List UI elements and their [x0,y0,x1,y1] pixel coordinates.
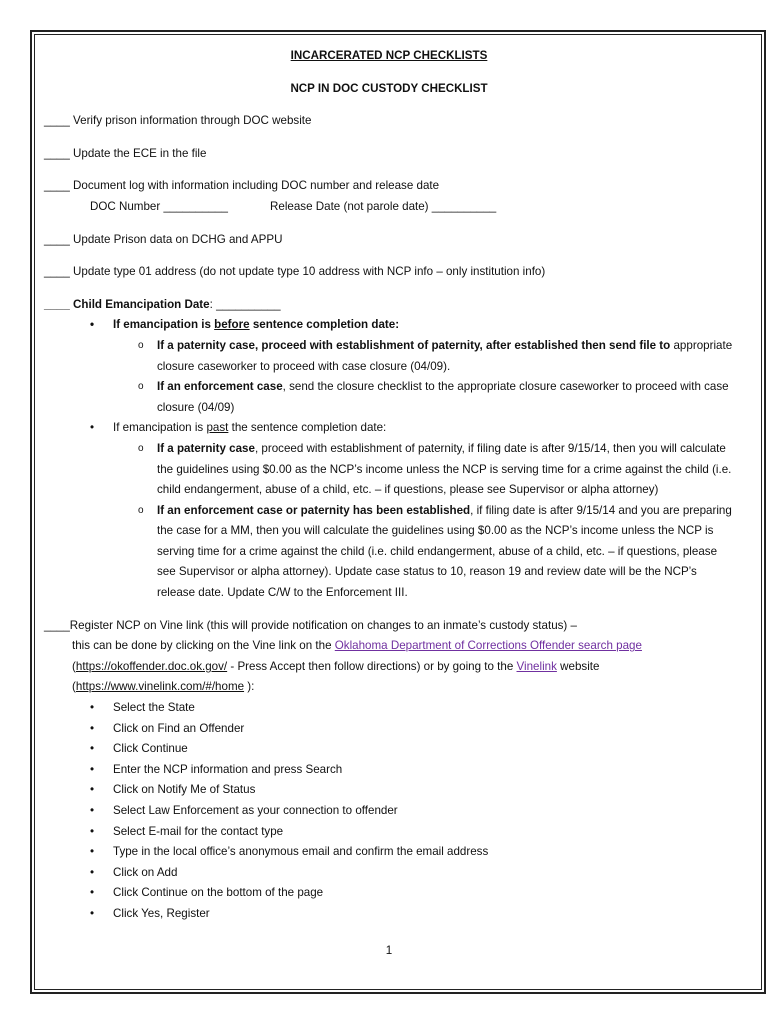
condition-text: sentence completion date: [249,318,400,332]
vine-step: • Click Yes, Register [44,904,734,925]
subitem-text: , if filing date is after 9/15/14 and you are preparing the case for a MM, then you will calculate the guidelines using $0.00 as the NCP’s income unless the NCP is serving time for a crime against the child (i.e. child endangerment, abuse of a child, etc. – if questions, please see Supervisor or alpha attorney). Update case status to 10, reason 19 and review date will be the NCP’s release date. Update C/W to the Enforcement III. [157,503,732,600]
emancipation-date-blank: __________ [216,297,281,311]
release-date-field: Release Date (not parole date) __________ [270,199,497,213]
doc-fields [44,197,734,218]
doc-number-field: DOC Number __________ [90,199,228,213]
item-text: Update type 01 address (do not update type 10 address with NCP info – only institution info) [73,265,546,279]
item-text: Document log with information including DOC number and release date [73,179,440,193]
condition-text: If emancipation is [113,421,207,435]
vine-steps-list [44,698,734,925]
condition-text: If emancipation is [113,318,215,332]
vinelink-url-link[interactable]: https://www.vinelink.com/#/home [75,680,245,694]
item-text: Update the ECE in the file [73,146,207,160]
blank-line: ____ [44,179,70,193]
checklist-item-prison-data [44,230,734,251]
vine-step: • Select the State [44,698,734,719]
past-enforcement [44,501,734,604]
checklist-item-doc-log [44,176,734,217]
condition-past [44,418,734,439]
vinelink-link[interactable]: Vinelink [516,659,557,673]
checklist-item-ece [44,144,734,165]
document-title: INCARCERATED NCP CHECKLISTS [290,49,488,62]
item-text: Update Prison data on DCHG and APPU [73,232,283,246]
page-number: 1 [385,944,393,957]
subitem-text: appropriate closure caseworker to proceed with case closure (04/09). [157,338,733,373]
checklist-item-emancipation [44,295,734,604]
blank-line: ____ [44,114,70,128]
past-paternity [44,439,734,501]
okoffender-url-link[interactable]: https://okoffender.doc.ok.gov/ [75,659,228,673]
document-page [44,44,734,957]
condition-keyword: before [214,318,250,332]
vine-text: Register NCP on Vine link (this will provide notification on changes to an inmate’s custody status) – [69,618,577,632]
odoc-offender-search-link[interactable]: Oklahoma Department of Corrections Offender search page [334,639,642,653]
vine-step: • Click on Find an Offender [44,719,734,740]
condition-before [44,315,734,336]
vine-text: this can be done by clicking on the Vine link on the [72,639,335,653]
vine-step: • Select Law Enforcement as your connection to offender [44,801,734,822]
condition-text: the sentence completion date: [228,421,387,435]
vine-text: - Press Accept then follow directions) or by going to the [227,659,517,673]
vine-step: • Select E-mail for the contact type [44,822,734,843]
subitem-text: , send the closure checklist to the appropriate closure caseworker to proceed with case closure (04/09) [157,380,729,414]
blank-line: ____ [44,618,70,632]
vine-step: • Enter the NCP information and press Search [44,760,734,781]
vine-text: website [556,659,600,673]
vine-step: • Click Continue [44,739,734,760]
before-enforcement [44,377,734,418]
subitem-bold: If an enforcement case or paternity has been established [157,503,471,517]
subitem-bold: If a paternity case, proceed with establishment of paternity, after established then send file to [157,338,671,352]
emancipation-conditions-past [44,418,734,439]
item-text: Verify prison information through DOC website [73,114,312,128]
vine-text: ): [244,680,255,694]
blank-line: ____ [44,146,70,160]
vine-text: ( [72,680,76,694]
subitem-bold: If an enforcement case [157,380,283,394]
vine-step: • Click on Notify Me of Status [44,780,734,801]
checklist-item-type01 [44,262,734,283]
past-subitems [44,439,734,604]
checklist-title: NCP IN DOC CUSTODY CHECKLIST [290,81,488,95]
before-paternity [44,336,734,377]
vine-line-4 [44,677,734,698]
checklist-item-verify [44,111,734,132]
colon: : [209,297,213,311]
vine-text: ( [72,659,76,673]
condition-keyword: past [206,421,229,435]
blank-line: ____ [44,297,70,311]
vine-line-3 [44,657,734,678]
emancipation-label: Child Emancipation Date [73,297,210,311]
before-subitems [44,336,734,418]
vine-step: • Click Continue on the bottom of the page [44,883,734,904]
emancipation-conditions [44,315,734,336]
subitem-bold: If a paternity case [157,441,255,455]
vine-step: • Type in the local office’s anonymous email and confirm the email address [44,842,734,863]
checklist-item-vine [44,616,734,925]
blank-line: ____ [44,265,70,279]
vine-line-2 [44,636,734,657]
subitem-text: , proceed with establishment of paternity, if filing date is after 9/15/14, then you will calculate the guidelines using $0.00 as the NCP’s income unless the NCP is serving time for a crime against the child (i.e. child endangerment, abuse of a child, etc. – if questions, please see Supervisor or alpha attorney) [157,441,732,497]
vine-step: • Click on Add [44,863,734,884]
blank-line: ____ [44,232,70,246]
vine-line-1 [44,616,734,637]
